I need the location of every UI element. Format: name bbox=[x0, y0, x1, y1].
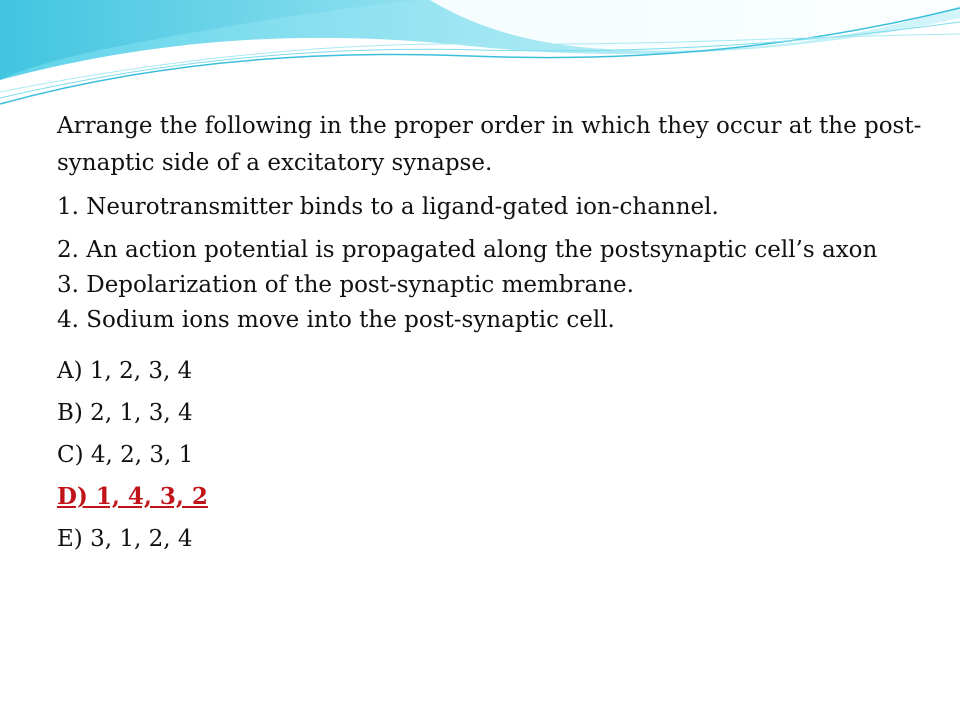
slide-content bbox=[57, 108, 927, 560]
step-list bbox=[57, 190, 927, 338]
step-item-4: 4. Sodium ions move into the post-synaptic cell. bbox=[57, 307, 615, 333]
option-c: C) 4, 2, 3, 1 bbox=[57, 442, 194, 468]
option-b: B) 2, 1, 3, 4 bbox=[57, 400, 193, 426]
option-d-correct-answer: D) 1, 4, 3, 2 bbox=[57, 483, 208, 510]
header-wave-decoration bbox=[0, 0, 960, 120]
step-item-2: 2. An action potential is propagated along the postsynaptic cell’s axon bbox=[57, 237, 878, 263]
question-text: Arrange the following in the proper order in which they occur at the post-synaptic side of a excitatory synapse. bbox=[57, 113, 922, 176]
step-item-3: 3. Depolarization of the post-synaptic membrane. bbox=[57, 272, 634, 298]
answer-options bbox=[57, 350, 927, 560]
option-e: E) 3, 1, 2, 4 bbox=[57, 526, 193, 552]
step-item-1: 1. Neurotransmitter binds to a ligand-gated ion-channel. bbox=[57, 194, 719, 220]
option-a: A) 1, 2, 3, 4 bbox=[57, 358, 193, 384]
